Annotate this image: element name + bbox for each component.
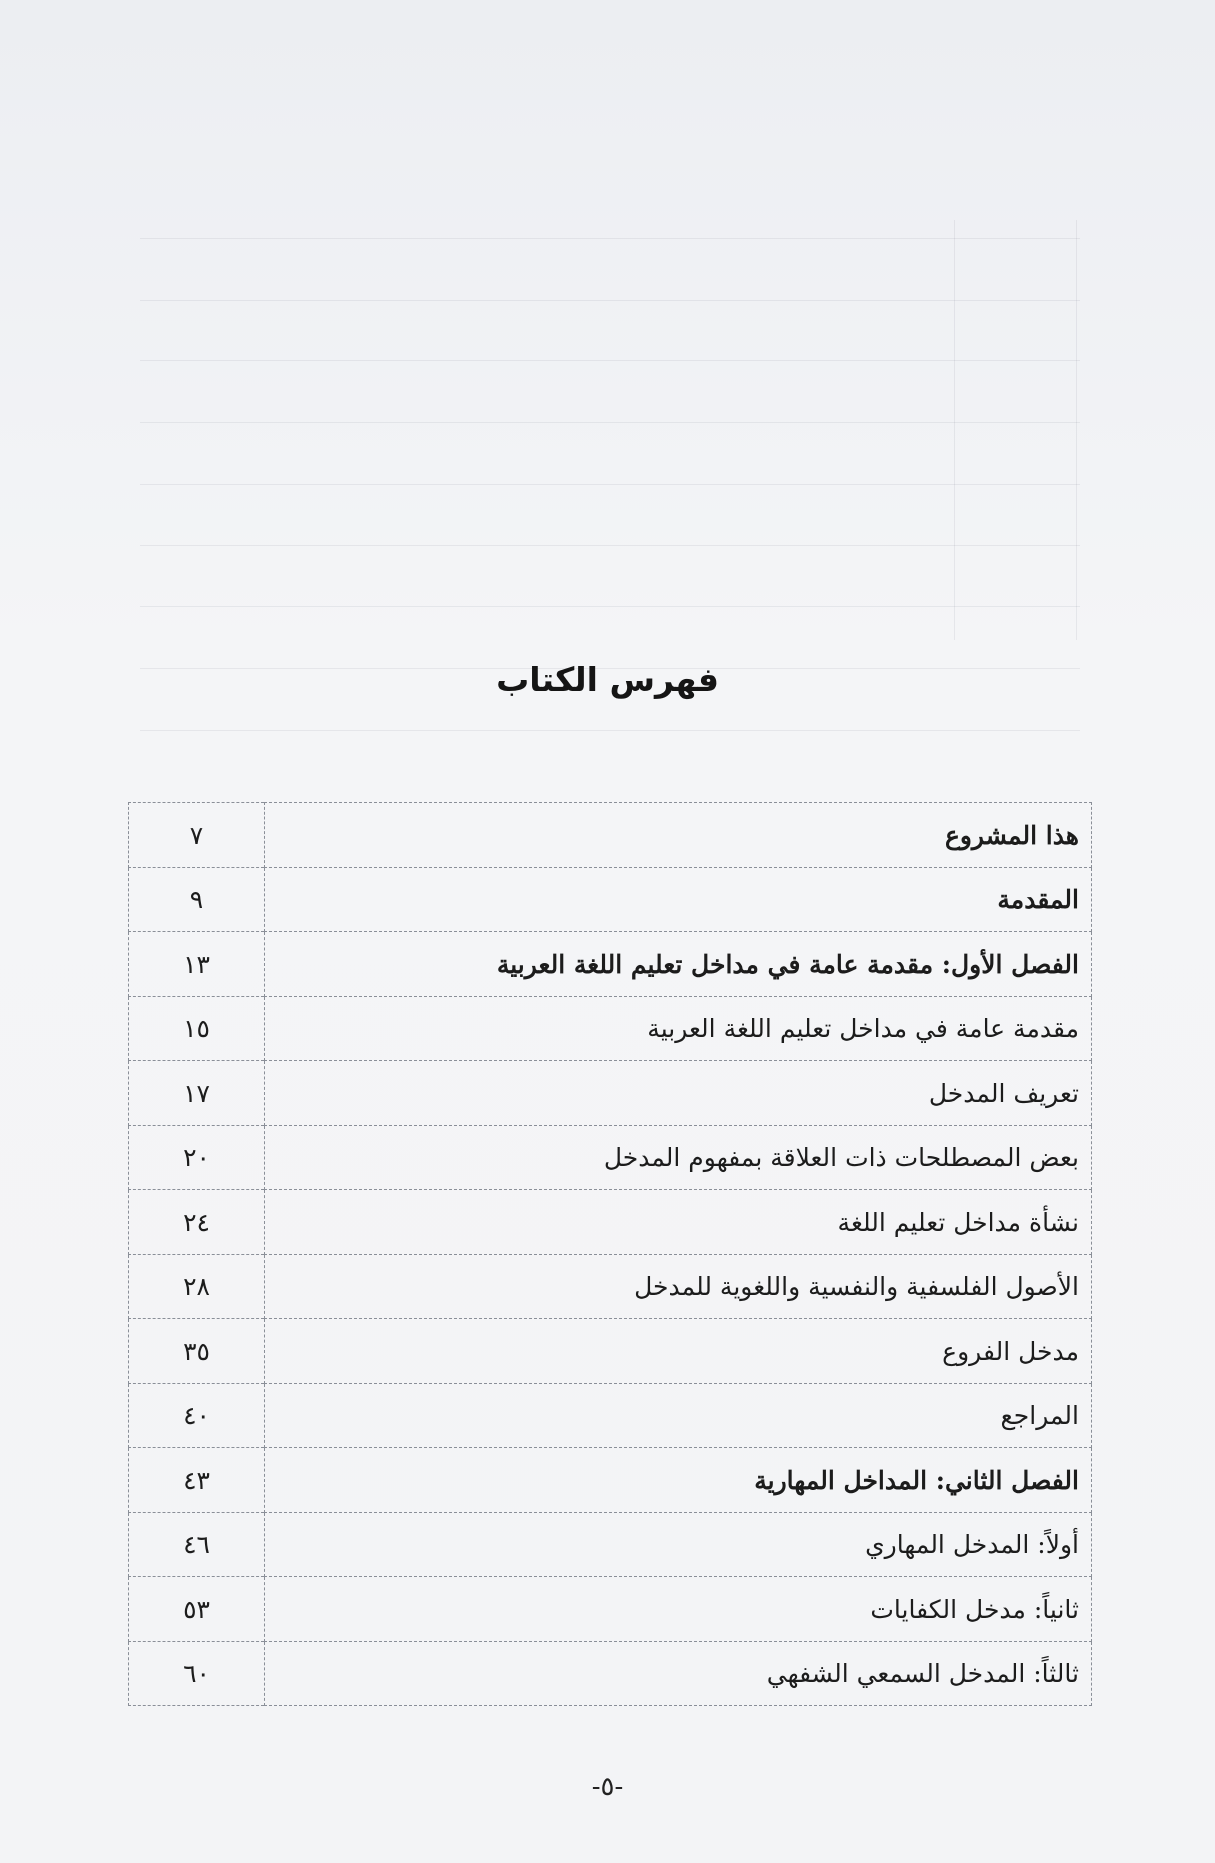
toc-page-number: ٢٠ <box>129 1126 265 1190</box>
bleed-through-line <box>140 238 1080 239</box>
toc-page-number: ٤٠ <box>129 1384 265 1448</box>
toc-entry: المقدمة <box>265 868 1092 932</box>
toc-row <box>129 1126 1092 1190</box>
toc-entry: أولاً: المدخل المهاري <box>265 1513 1092 1577</box>
toc-page-number: ١٧ <box>129 1061 265 1126</box>
bleed-through-line <box>954 220 955 640</box>
toc-entry: هذا المشروع <box>265 803 1092 868</box>
toc-row <box>129 1448 1092 1513</box>
toc-chapter-heading: الفصل الثاني: المداخل المهارية <box>265 1448 1092 1513</box>
toc-page-number: ٢٤ <box>129 1190 265 1255</box>
toc-page-number: ٦٠ <box>129 1642 265 1706</box>
toc-page-number: ٩ <box>129 868 265 932</box>
toc-entry: مقدمة عامة في مداخل تعليم اللغة العربية <box>265 997 1092 1061</box>
bleed-through-line <box>140 300 1080 301</box>
toc-row <box>129 1190 1092 1255</box>
toc-entry: المراجع <box>265 1384 1092 1448</box>
toc-row <box>129 1384 1092 1448</box>
bleed-through-line <box>140 484 1080 485</box>
toc-page-number: ٥٣ <box>129 1577 265 1642</box>
toc-entry: ثالثاً: المدخل السمعي الشفهي <box>265 1642 1092 1706</box>
page-title: فهرس الكتاب <box>496 660 719 699</box>
toc-entry: ثانياً: مدخل الكفايات <box>265 1577 1092 1642</box>
toc-row <box>129 1577 1092 1642</box>
toc-row <box>129 1061 1092 1126</box>
toc-row <box>129 1513 1092 1577</box>
bleed-through-line <box>140 606 1080 607</box>
toc-page-number: ٣٥ <box>129 1319 265 1384</box>
toc-row <box>129 997 1092 1061</box>
toc-entry: مدخل الفروع <box>265 1319 1092 1384</box>
toc-page-number: ١٣ <box>129 932 265 997</box>
toc-row <box>129 1642 1092 1706</box>
bleed-through-line <box>140 545 1080 546</box>
toc-page-number: ١٥ <box>129 997 265 1061</box>
toc-row <box>129 1255 1092 1319</box>
bleed-through-line <box>1076 220 1077 640</box>
toc-page-number: ٤٣ <box>129 1448 265 1513</box>
toc-row <box>129 932 1092 997</box>
table-of-contents <box>128 802 1092 1706</box>
toc-entry: تعريف المدخل <box>265 1061 1092 1126</box>
toc-entry: الأصول الفلسفية والنفسية واللغوية للمدخل <box>265 1255 1092 1319</box>
toc-row <box>129 803 1092 868</box>
bleed-through-line <box>140 360 1080 361</box>
toc-row <box>129 868 1092 932</box>
toc-entry: نشأة مداخل تعليم اللغة <box>265 1190 1092 1255</box>
toc-chapter-heading: الفصل الأول: مقدمة عامة في مداخل تعليم اللغة العربية <box>265 932 1092 997</box>
bleed-through-line <box>140 730 1080 731</box>
page-number: -٥- <box>591 1772 624 1802</box>
toc-page-number: ٢٨ <box>129 1255 265 1319</box>
toc-entry: بعض المصطلحات ذات العلاقة بمفهوم المدخل <box>265 1126 1092 1190</box>
toc-page-number: ٧ <box>129 803 265 868</box>
toc-page-number: ٤٦ <box>129 1513 265 1577</box>
toc-row <box>129 1319 1092 1384</box>
bleed-through-line <box>140 422 1080 423</box>
